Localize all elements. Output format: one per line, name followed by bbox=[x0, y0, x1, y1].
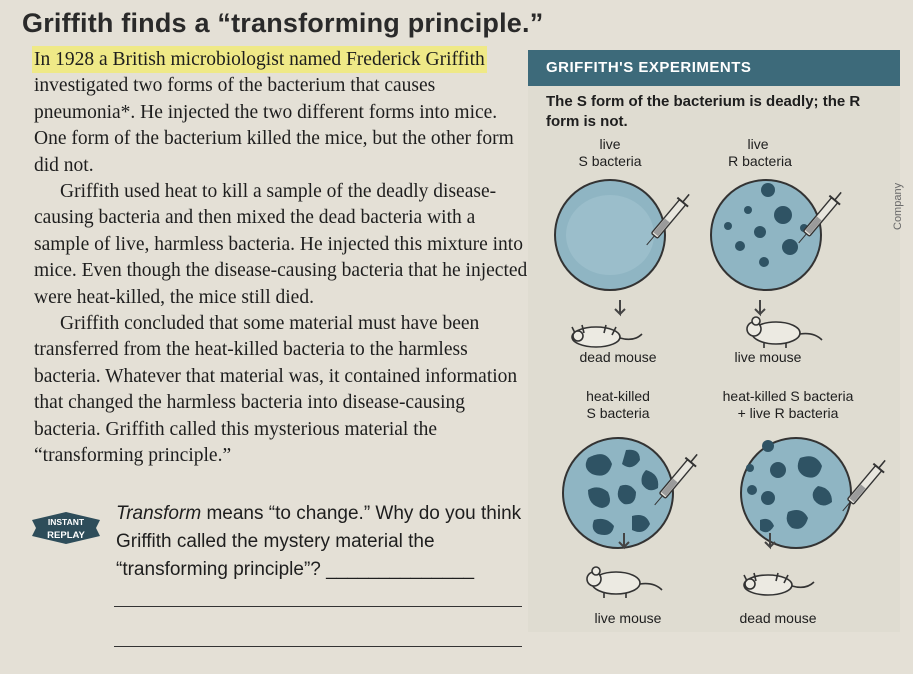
paragraph-3: Griffith concluded that some material must have been transferred from the heat-killed bacteria to the harmless bacteria. Whatever that material was, it contained information that changed the harmless bacteria into disease-causing bacteria. Griffith called this mysterious material the “transforming principle.” bbox=[34, 313, 518, 467]
dish-live-r-bacteria bbox=[711, 180, 821, 290]
answer-blank[interactable]: ______________ bbox=[326, 559, 475, 580]
result-top-left: dead mouse bbox=[579, 349, 657, 365]
figure-illustrations bbox=[528, 50, 900, 632]
page-title: Griffith finds a “transforming principle.” bbox=[22, 8, 544, 38]
paragraph-2: Griffith used heat to kill a sample of the deadly disease-causing bacteria and then mixed the dead bacteria with a sample of live, harmless bacteria. He injected this mixture into mice. Even though the disease-causing bacteria that he injected were heat-killed, the mice still died. bbox=[34, 181, 528, 308]
label-bottom-right-1: heat-killed S bacteria bbox=[722, 388, 854, 404]
label-bottom-left-2: S bacteria bbox=[586, 405, 650, 421]
dish-heat-killed-s-bacteria bbox=[563, 438, 673, 548]
answer-line-1[interactable] bbox=[114, 606, 522, 607]
dish-live-s-bacteria bbox=[555, 180, 665, 290]
body-text bbox=[34, 47, 534, 470]
arrow-down-icon-2 bbox=[755, 300, 765, 314]
arrow-down-icon-1 bbox=[615, 300, 625, 314]
publisher-credit: Company bbox=[892, 182, 904, 230]
figure-header: GRIFFITH'S EXPERIMENTS bbox=[528, 50, 900, 86]
result-bottom-left: live mouse bbox=[594, 610, 662, 626]
label-bottom-right-2: + live R bacteria bbox=[737, 405, 839, 421]
figure-subtitle: The S form of the bacterium is deadly; the R form is not. bbox=[546, 93, 861, 130]
live-mouse-icon-2 bbox=[587, 567, 662, 598]
dead-mouse-icon-2 bbox=[744, 573, 814, 595]
replay-question-keyword: Transform bbox=[116, 503, 202, 524]
live-mouse-icon-1 bbox=[747, 317, 822, 348]
dish-mixture-bacteria bbox=[741, 438, 851, 548]
replay-question-text: means “to change.” Why do you think Griffith called the mystery material the “transforming principle”? bbox=[116, 503, 522, 580]
badge-bottom-text: REPLAY bbox=[47, 530, 85, 541]
instant-replay-badge bbox=[30, 508, 104, 548]
label-top-left-2: S bacteria bbox=[578, 153, 642, 169]
badge-top-text: INSTANT bbox=[47, 517, 85, 527]
label-top-right-2: R bacteria bbox=[728, 153, 792, 169]
label-top-right-1: live bbox=[747, 136, 769, 152]
label-top-left-1: live bbox=[599, 136, 621, 152]
result-top-right: live mouse bbox=[734, 349, 802, 365]
label-bottom-left-1: heat-killed bbox=[586, 388, 650, 404]
result-bottom-right: dead mouse bbox=[739, 610, 817, 626]
replay-question bbox=[116, 500, 526, 584]
dead-mouse-icon-1 bbox=[572, 325, 642, 347]
paragraph-1: In 1928 a British microbiologist named Frederick Griffith investigated two forms of the bacterium that causes pneumonia*. He injected the two different forms into mice. One form of the bacterium killed the mice, but the other form did not. bbox=[34, 49, 514, 176]
answer-line-2[interactable] bbox=[114, 646, 522, 647]
